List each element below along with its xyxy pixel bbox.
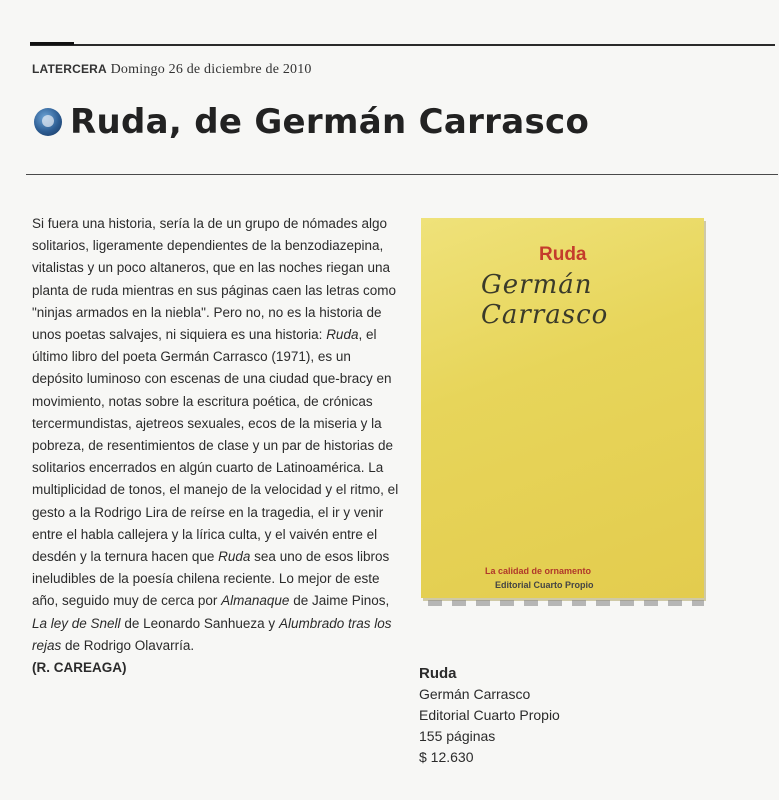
- book-info: [419, 663, 560, 768]
- book-info-author: Germán Carrasco: [419, 686, 531, 702]
- book-info-title: Ruda: [419, 665, 457, 682]
- body-text-6: de Rodrigo Olavarría.: [61, 637, 195, 653]
- body-text-1: Si fuera una historia, sería la de un grupo de nómades algo solitarios, ligeramente dependientes de la benzodiazepina, vitalistas y un poco altaneros, que en las noches riegan una planta de ruda mientras en sus páginas caen las letras como "ninjas armados en la niebla". Pero no, no es la historia de unos poetas salvajes, ni siquiera es una historia:: [32, 216, 396, 343]
- book-title-ref: La ley de Snell: [32, 615, 121, 631]
- newspaper-header: [32, 62, 312, 78]
- book-info-pages: 155 páginas: [419, 728, 496, 744]
- book-title-ref: Ruda: [326, 327, 359, 343]
- byline: (R. CAREAGA): [32, 660, 127, 676]
- newspaper-name: LATERCERA: [32, 62, 107, 76]
- issue-date: Domingo 26 de diciembre de 2010: [110, 62, 312, 77]
- article-title: Ruda, de Germán Carrasco: [70, 102, 590, 142]
- cover-shadow-strip: [428, 600, 704, 606]
- article-heading: [34, 102, 589, 142]
- article-paragraph: [32, 213, 404, 657]
- book-info-price: $ 12.630: [419, 749, 474, 765]
- body-text-3: sea uno de esos libros ineludibles de la poesía chilena reciente. Lo mejor de este año, seguido muy de cerca por: [32, 549, 390, 609]
- body-text-5: de Leonardo Sanhueza y: [120, 615, 279, 631]
- book-title-ref: Ruda: [218, 549, 251, 565]
- book-info-publisher: Editorial Cuarto Propio: [419, 707, 560, 723]
- book-title-ref: Almanaque: [221, 593, 290, 609]
- section-divider: [26, 174, 778, 175]
- cover-title: Ruda: [539, 244, 587, 265]
- cover-collection: La calidad de ornamento: [485, 566, 592, 576]
- book-cover: [421, 218, 704, 598]
- body-text-2: , el último libro del poeta Germán Carrasco (1971), es un depósito luminoso con escenas de una ciudad que-bracy en movimiento, notas sobre la escritura poética, de crónicas tercermundistas, ajetreos sexuales, ecos de la miseria y la pobreza, de resentimientos de clase y un par de historias de solitarios encerrados en algún cuarto de Latinoamérica. La multiplicidad de tonos, el manejo de la velocidad y el ritmo, el gesto a la Rodrigo Lira de reírse en la tragedia, el ir y venir entre el habla callejera y la lírica culta, y el vaivén entre el desdén y la ternura hacen que: [32, 327, 399, 565]
- cover-author: Germán Carrasco: [481, 270, 609, 330]
- globe-icon: [34, 108, 62, 136]
- book-title-ref: Alumbrado tras los rejas: [32, 615, 392, 653]
- article-body: [32, 213, 404, 679]
- body-text-4: de Jaime Pinos,: [289, 593, 390, 609]
- top-rule-accent: [30, 42, 74, 45]
- cover-publisher: Editorial Cuarto Propio: [495, 580, 594, 590]
- top-rule: [30, 44, 775, 46]
